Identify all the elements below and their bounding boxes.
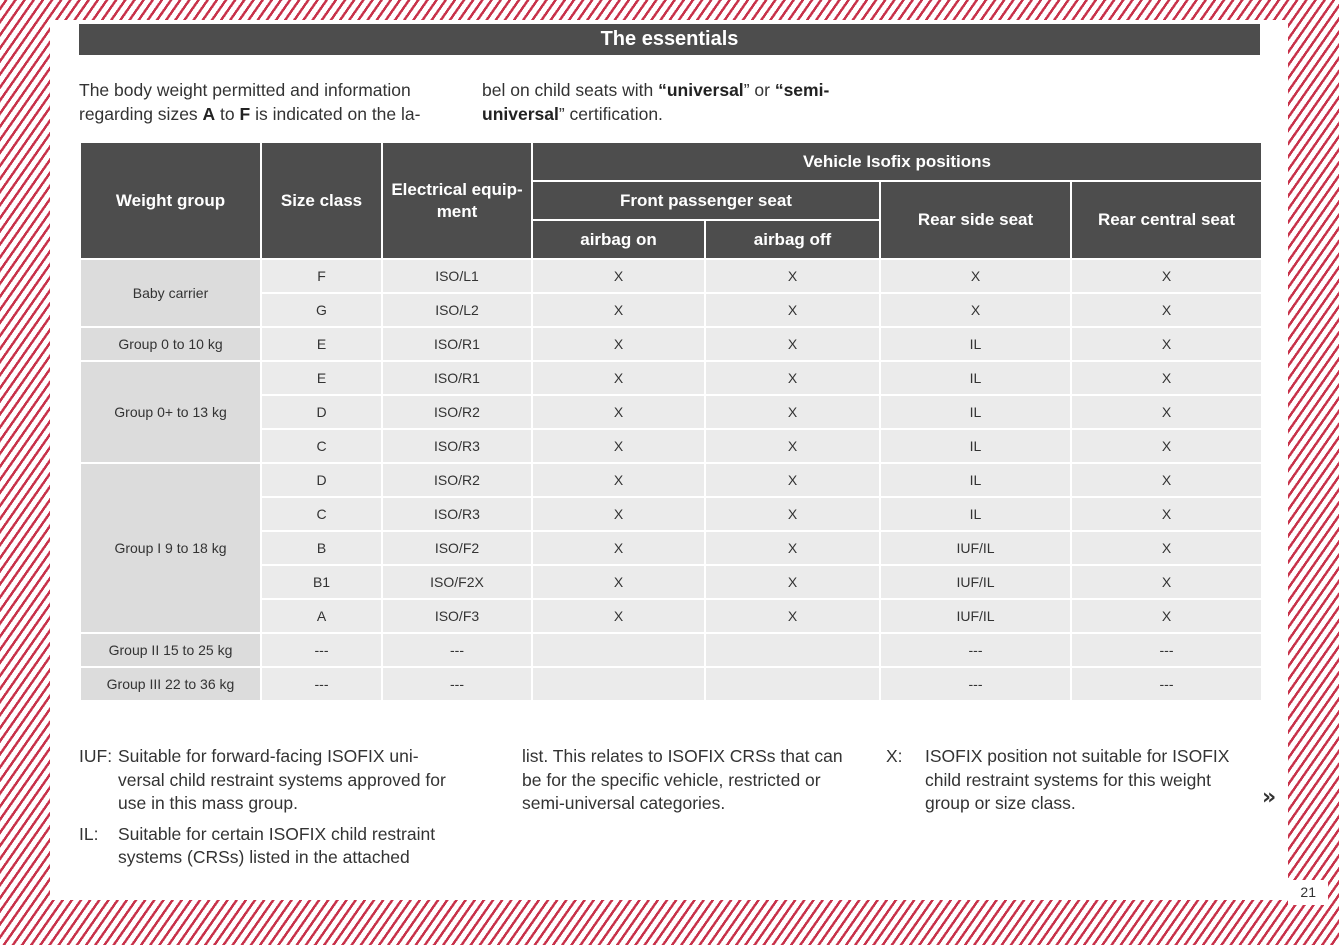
electrical-cell: ISO/F3 [382,599,532,633]
electrical-cell: --- [382,633,532,667]
electrical-cell: ISO/R1 [382,361,532,395]
rear-central-cell: X [1071,361,1262,395]
header-rear-central: Rear central seat [1071,181,1262,259]
rear-central-cell: X [1071,463,1262,497]
notes-col-1 [79,745,458,870]
airbag-on-cell: X [532,327,705,361]
airbag-on-cell: X [532,395,705,429]
table-row [80,259,1262,293]
isofix-table [79,141,1263,702]
airbag-off-cell: X [705,531,880,565]
size-class-cell: C [261,497,382,531]
electrical-cell: ISO/L2 [382,293,532,327]
page-number-box [1288,880,1328,905]
note-x [886,745,1255,816]
airbag-on-cell [532,633,705,667]
weight-group-cell: Group 0+ to 13 kg [80,361,261,463]
intro-text: to [215,104,240,124]
rear-central-cell: X [1071,395,1262,429]
airbag-off-cell: X [705,429,880,463]
electrical-cell: ISO/R1 [382,327,532,361]
size-class-cell: B [261,531,382,565]
rear-side-cell: IL [880,497,1071,531]
note-text: Suitable for forward-facing ISOFIX uni-versal child restraint systems approved for use in this mass group. [118,746,446,813]
size-class-cell: F [261,259,382,293]
size-class-cell: --- [261,633,382,667]
notes-col-2 [522,745,862,816]
size-class-cell: B1 [261,565,382,599]
airbag-on-cell: X [532,361,705,395]
airbag-off-cell: X [705,497,880,531]
intro-col-1 [79,78,459,126]
intro-text: is indicated on the la- [250,104,421,124]
intro-text: bel on child seats with [482,80,659,100]
size-class-cell: D [261,463,382,497]
note-text: Suitable for certain ISOFIX child restraint systems (CRSs) listed in the attached [118,823,436,867]
rear-central-cell: X [1071,429,1262,463]
electrical-cell: ISO/R3 [382,429,532,463]
rear-side-cell: IL [880,395,1071,429]
intro-text: ” certification. [558,104,663,124]
header-front-passenger: Front passenger seat [532,181,880,220]
rear-central-cell: X [1071,531,1262,565]
airbag-off-cell: X [705,599,880,633]
rear-side-cell: IL [880,429,1071,463]
electrical-cell: --- [382,667,532,701]
note-iuf [79,745,458,816]
intro-col-2 [482,78,862,126]
airbag-off-cell: X [705,361,880,395]
rear-central-cell: X [1071,565,1262,599]
size-a: A [202,104,216,124]
electrical-cell: ISO/R3 [382,497,532,531]
size-class-cell: C [261,429,382,463]
header-vehicle-isofix: Vehicle Isofix positions [532,142,1262,181]
header-electrical-equipment: Electrical equip-ment [382,142,532,259]
airbag-off-cell: X [705,463,880,497]
rear-side-cell: X [880,259,1071,293]
weight-group-cell: Group III 22 to 36 kg [80,667,261,701]
universal-term: “universal [658,80,744,100]
rear-side-cell: --- [880,667,1071,701]
rear-side-cell: IL [880,463,1071,497]
rear-side-cell: X [880,293,1071,327]
airbag-on-cell: X [532,565,705,599]
airbag-on-cell: X [532,463,705,497]
rear-central-cell: X [1071,599,1262,633]
size-f: F [239,104,251,124]
header-weight-group: Weight group [80,142,261,259]
header-size-class: Size class [261,142,382,259]
intro-text: ” or [743,80,775,100]
weight-group-cell: Group II 15 to 25 kg [80,633,261,667]
airbag-off-cell [705,667,880,701]
electrical-cell: ISO/R2 [382,463,532,497]
note-text: ISOFIX position not suitable for ISOFIX child restraint systems for this weight group or size class. [925,746,1230,813]
note-key: IUF: [79,746,113,766]
intro-text: The body weight permitted and information regarding sizes [79,80,411,124]
airbag-on-cell: X [532,497,705,531]
table-row [80,463,1262,497]
table-row [80,327,1262,361]
table-row [80,667,1262,701]
rear-side-cell: IUF/IL [880,565,1071,599]
rear-side-cell: IUF/IL [880,531,1071,565]
continue-mark: » [1262,785,1277,810]
airbag-on-cell: X [532,599,705,633]
header-airbag-on: airbag on [532,220,705,259]
electrical-cell: ISO/L1 [382,259,532,293]
airbag-off-cell [705,633,880,667]
rear-central-cell: X [1071,293,1262,327]
rear-central-cell: X [1071,259,1262,293]
rear-central-cell: X [1071,327,1262,361]
airbag-off-cell: X [705,293,880,327]
semi-universal-term: “semi-universal [482,80,830,124]
weight-group-cell: Baby carrier [80,259,261,327]
section-header: The essentials [79,24,1260,55]
rear-side-cell: IL [880,361,1071,395]
size-class-cell: A [261,599,382,633]
airbag-on-cell: X [532,429,705,463]
airbag-on-cell: X [532,293,705,327]
electrical-cell: ISO/R2 [382,395,532,429]
note-key: X: [886,746,903,766]
electrical-cell: ISO/F2 [382,531,532,565]
note-text: list. This relates to ISOFIX CRSs that can be for the specific vehicle, restricted or semi-universal categories. [522,746,843,813]
rear-side-cell: --- [880,633,1071,667]
size-class-cell: G [261,293,382,327]
weight-group-cell: Group I 9 to 18 kg [80,463,261,633]
weight-group-cell: Group 0 to 10 kg [80,327,261,361]
airbag-off-cell: X [705,327,880,361]
rear-central-cell: X [1071,497,1262,531]
rear-side-cell: IL [880,327,1071,361]
airbag-off-cell: X [705,259,880,293]
size-class-cell: --- [261,667,382,701]
table-row [80,633,1262,667]
airbag-on-cell: X [532,531,705,565]
notes-col-3 [886,745,1255,816]
note-key: IL: [79,823,99,844]
table-body [80,259,1262,701]
size-class-cell: E [261,361,382,395]
airbag-on-cell: X [532,259,705,293]
table-row [80,361,1262,395]
electrical-cell: ISO/F2X [382,565,532,599]
rear-side-cell: IUF/IL [880,599,1071,633]
rear-central-cell: --- [1071,667,1262,701]
note-il [79,823,458,870]
page-number: 21 [1300,884,1316,900]
size-class-cell: E [261,327,382,361]
airbag-off-cell: X [705,565,880,599]
size-class-cell: D [261,395,382,429]
header-airbag-off: airbag off [705,220,880,259]
airbag-off-cell: X [705,395,880,429]
airbag-on-cell [532,667,705,701]
header-rear-side: Rear side seat [880,181,1071,259]
rear-central-cell: --- [1071,633,1262,667]
